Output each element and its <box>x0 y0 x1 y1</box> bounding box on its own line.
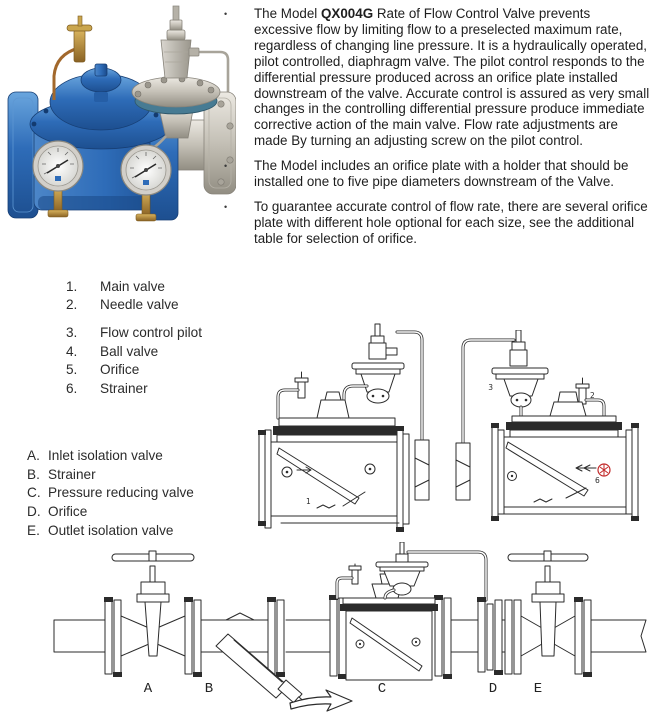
description-bullet-1 <box>224 6 652 149</box>
part-number: 3. <box>66 324 78 340</box>
label-needle-valve: 2 <box>590 391 595 400</box>
pilot-system-diagram-right <box>438 330 652 552</box>
paragraph-orifice-selection: To guarantee accurate control of flow rate, there are several orifice plate with different hole optional for each size, see the additional table for selection of orifice. <box>254 198 648 246</box>
legend-name: Strainer <box>48 466 96 482</box>
control-valve-c-drawing <box>329 542 486 680</box>
product-photo <box>4 4 236 266</box>
paragraph-overview: The Model QX004G Rate of Flow Control Valve prevents excessive flow by limiting flow to a preselected maximum rate, regardless of changing line pressure. It is a hydraulically operated, pilot controlled, diaphragm valve. The pilot control responds to the differential pressure produced across an orifice plate installed downstream of the valve. Accurate control is assured as very small changes in the controlling differential pressure produce immediate corrective action of the main valve. Flow rate adjustments are made By turning an adjusting screw on the pilot control. <box>254 6 650 149</box>
part-name: Ball valve <box>100 343 159 359</box>
bullet-icon: • <box>224 201 228 212</box>
parts-item <box>66 323 202 342</box>
part-number: 2. <box>66 297 78 313</box>
needle-valve-drawing <box>278 372 308 418</box>
part-number: 5. <box>66 362 78 378</box>
legend-item <box>27 521 194 540</box>
part-name: Flow control pilot <box>100 324 202 340</box>
parts-item <box>66 379 202 398</box>
model-number: QX004G <box>321 6 374 21</box>
bullet-icon: • <box>224 161 228 172</box>
part-name: Orifice <box>100 362 140 378</box>
pilot-drawing <box>492 330 548 407</box>
legend-item <box>27 483 194 502</box>
legend-item <box>27 465 194 484</box>
bullet-icon: • <box>224 9 228 19</box>
paragraph-orifice-holder: The Model includes an orifice plate with a holder that should be installed one to five pipe diameters downstream of the Valve. <box>254 158 629 190</box>
label-strainer: 6 <box>595 476 600 485</box>
main-valve-drawing <box>491 416 639 521</box>
part-name: Strainer <box>100 380 148 396</box>
part-number: 6. <box>66 380 78 396</box>
strainer-icon <box>598 464 610 476</box>
legend-name: Orifice <box>48 503 88 519</box>
label-control-valve: C <box>377 681 387 697</box>
legend-item <box>27 446 194 465</box>
parts-item <box>66 342 202 361</box>
parts-item <box>66 296 202 315</box>
list-gap <box>66 314 202 323</box>
pilot-drawing <box>344 324 404 418</box>
legend-letter: D. <box>27 503 41 519</box>
label-outlet-valve: E <box>533 681 543 697</box>
y-strainer-drawing <box>216 613 303 705</box>
main-valve-drawing <box>258 418 409 532</box>
installation-legend <box>27 446 194 539</box>
numbered-parts-list <box>66 277 202 398</box>
legend-name: Pressure reducing valve <box>48 485 194 501</box>
description-bullet-2 <box>224 158 652 190</box>
part-number: 1. <box>66 278 78 294</box>
pipe <box>286 620 330 652</box>
parts-item <box>66 360 202 379</box>
label-pilot: 3 <box>488 383 493 392</box>
pipe-inlet <box>54 620 105 652</box>
pilot-system-diagram-left <box>257 322 433 552</box>
pipe <box>451 620 478 652</box>
pipe-outlet <box>591 620 646 652</box>
label-main-valve: 1 <box>306 497 311 506</box>
part-name: Main valve <box>100 278 165 294</box>
legend-item <box>27 502 194 521</box>
legend-letter: B. <box>27 466 40 482</box>
part-name: Needle valve <box>100 297 179 313</box>
gate-valve-e-drawing <box>505 551 592 677</box>
orifice-plate-drawing <box>456 443 470 500</box>
part-number: 4. <box>66 343 78 359</box>
gate-valve-a-drawing <box>112 551 194 656</box>
legend-name: Inlet isolation valve <box>48 447 163 463</box>
label-strainer-b: B <box>204 681 214 697</box>
label-orifice-d: D <box>488 681 498 697</box>
parts-item <box>66 277 202 296</box>
installation-diagram <box>50 542 652 724</box>
legend-letter: C. <box>27 485 41 501</box>
legend-letter: E. <box>27 522 40 538</box>
orifice-plate-drawing <box>415 440 429 500</box>
legend-name: Outlet isolation valve <box>48 522 174 538</box>
label-inlet-valve: A <box>143 681 153 697</box>
description-bullet-3 <box>224 199 652 247</box>
orifice-d-drawing <box>477 597 503 675</box>
legend-letter: A. <box>27 447 40 463</box>
description-list <box>224 6 652 256</box>
